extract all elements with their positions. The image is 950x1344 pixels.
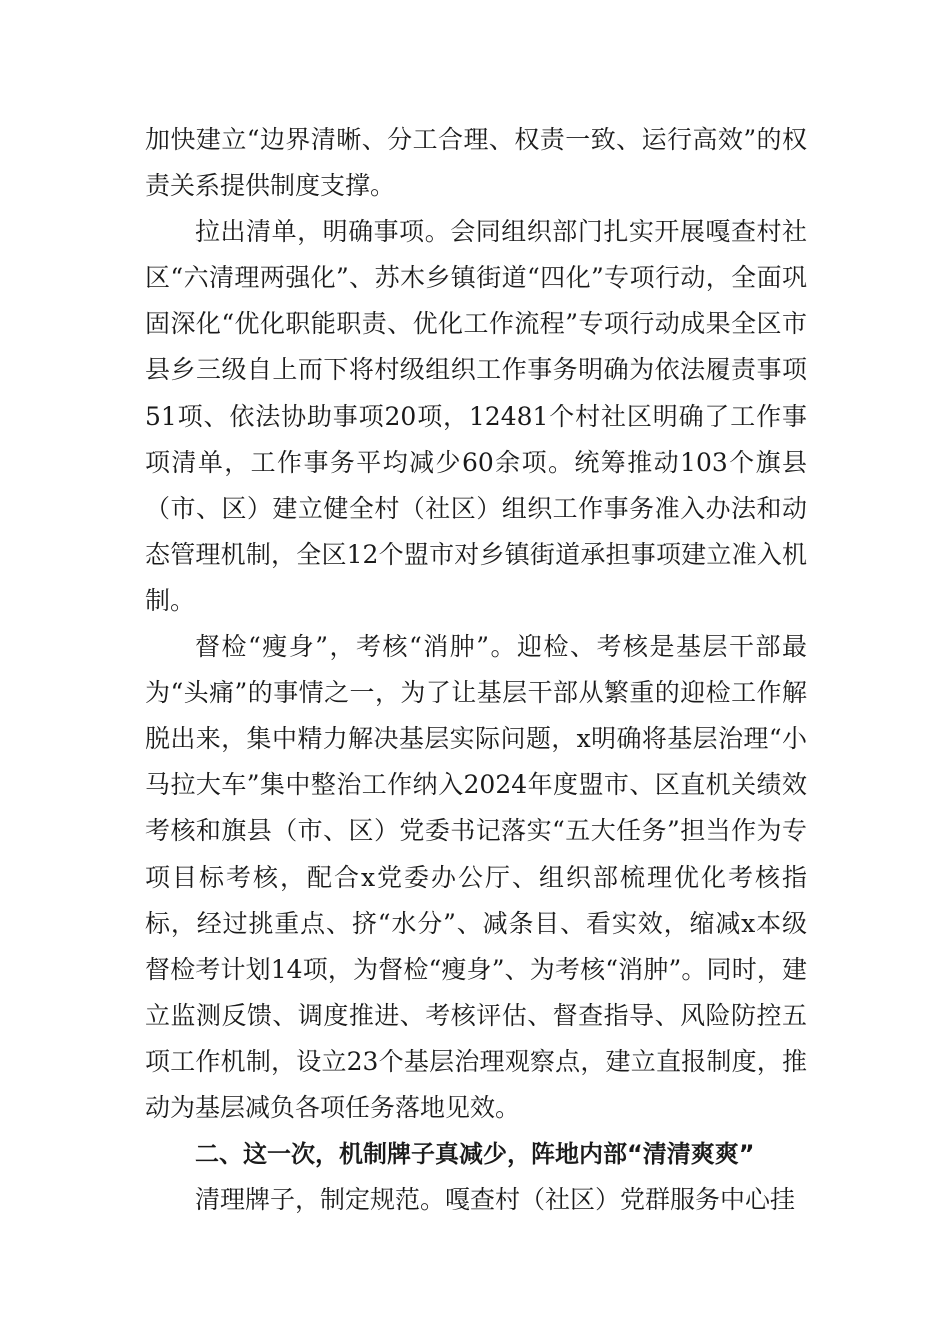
paragraph-inspection: 督检“瘦身”，考核“消肿”。迎检、考核是基层干部最为“头痛”的事情之一，为了让基层干部从繁重的迎检工作解脱出来，集中精力解决基层实际问题，x明确将基层治理“小马拉大车”集中整治工作纳入2024年度盟市、区直机关绩效考核和旗县（市、区）党委书记落实“五大任务”担当作为专项目标考核，配合x党委办公厅、组织部梳理优化考核指标，经过挑重点、挤“水分”、减条目、看实效，缩减x本级督检考计划14项，为督检“瘦身”、为考核“消肿”。同时，建立监测反馈、调度推进、考核评估、督查指导、风险防控五项工作机制，设立23个基层治理观察点，建立直报制度，推动为基层减负各项任务落地见效。 — [145, 632, 807, 1122]
paragraph-signs: 清理牌子，制定规范。嘎查村（社区）党群服务中心挂 — [195, 1185, 796, 1215]
paragraph-checklist: 拉出清单，明确事项。会同组织部门扎实开展嘎查村社区“六清理两强化”、苏木乡镇街道“四化”专项行动，全面巩固深化“优化职能职责、优化工作流程”专项行动成果全区市县乡三级自上而下将村级组织工作事务明确为依法履责事项51项、依法协助事项20项，12481个村社区明确了工作事项清单，工作事务平均减少60余项。统筹推动103个旗县（市、区）建立健全村（社区）组织工作事务准入办法和动态管理机制，全区12个盟市对乡镇街道承担事项建立准入机制。 — [145, 217, 807, 615]
document-body — [145, 117, 807, 1223]
paragraph-continuation: 加快建立“边界清晰、分工合理、权责一致、运行高效”的权责关系提供制度支撑。 — [145, 125, 807, 201]
section-heading: 二、这一次，机制牌子真减少，阵地内部“清清爽爽” — [195, 1140, 755, 1169]
